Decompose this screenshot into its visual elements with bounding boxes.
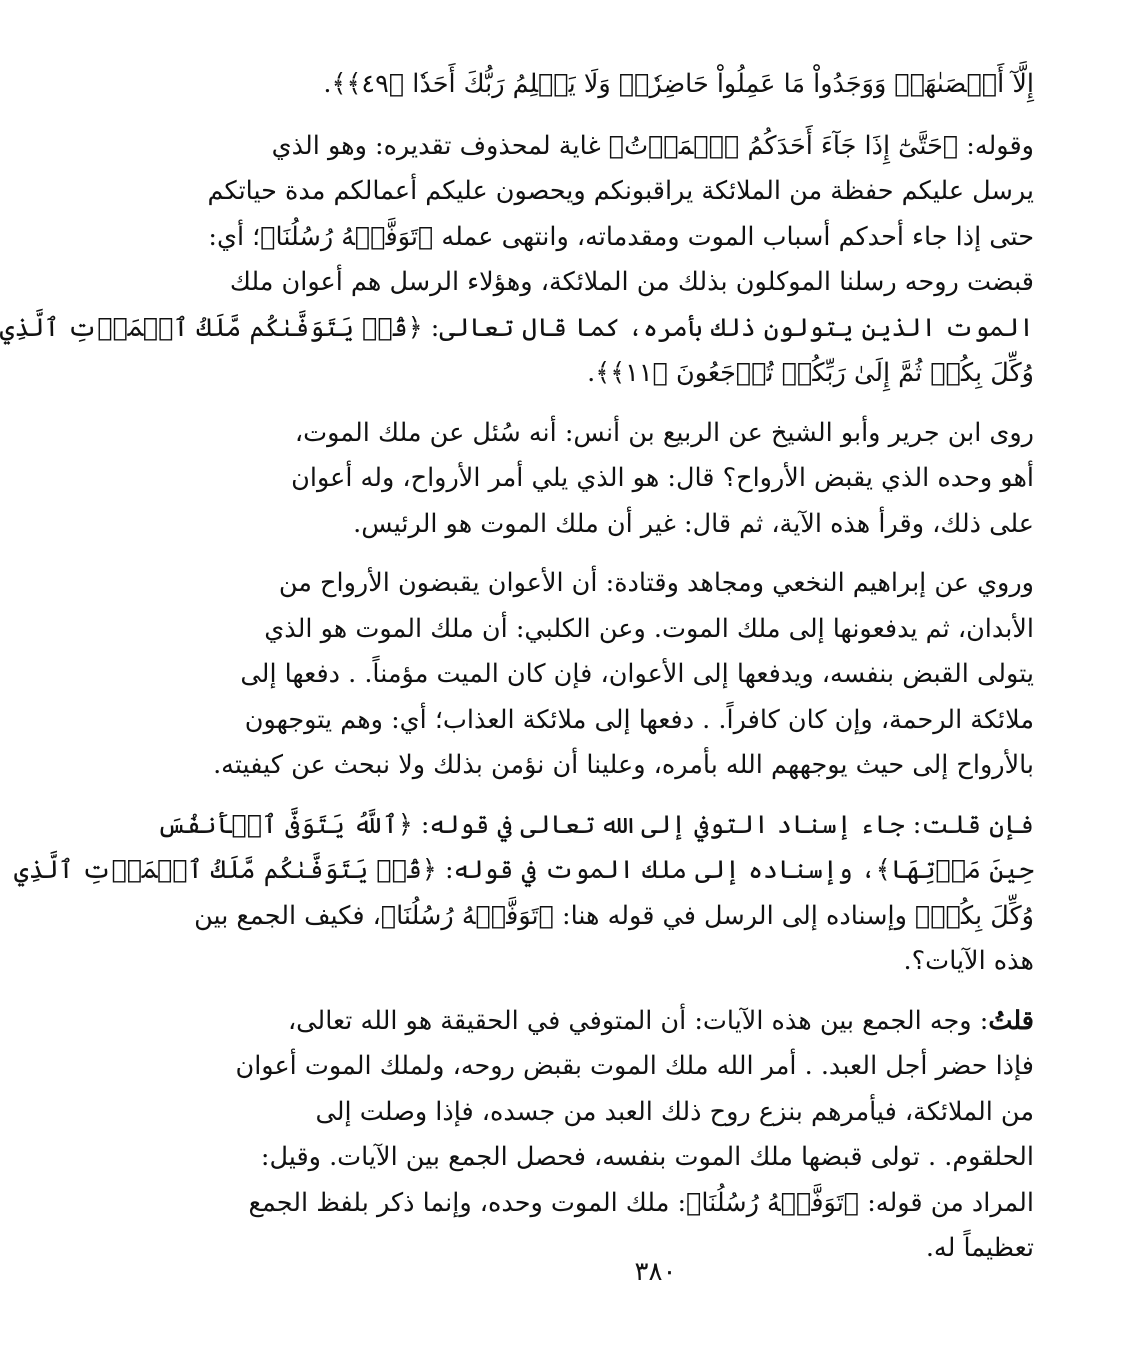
lead-word: قلتُ: [988, 1005, 1034, 1036]
text-line: يتولى القبض بنفسه، ويدفعها إلى الأعوان، فإن كان الميت مؤمناً. . دفعها إلى: [240, 659, 1034, 689]
page-body: [0, 62, 1034, 1286]
paragraph-2: [0, 124, 1034, 397]
text-line: روى ابن جرير وأبو الشيخ عن الربيع بن أنس: أنه سُئل عن ملك الموت،: [294, 417, 1034, 448]
text-line: الحلقوم. . تولى قبضها ملك الموت بنفسه، فحصل الجمع بين الآيات. وقيل:: [260, 1142, 1034, 1172]
text-line: وروي عن إبراهيم النخعي ومجاهد وقتادة: أن الأعوان يقبضون الأرواح من: [278, 568, 1034, 598]
lead-line-rest: : وجه الجمع بين هذه الآيات: أن المتوفي في الحقيقة هو الله تعالى،: [287, 1005, 989, 1036]
text-line: قبضت روحه رسلنا الموكلون بذلك من الملائكة، وهؤلاء الرسل هم أعوان ملك: [229, 267, 1034, 297]
page-number: ٣٨٠: [634, 1257, 677, 1287]
text-line: بالأرواح إلى حيث يوجههم الله بأمره، وعلينا أن نؤمن بذلك ولا نبحث عن كيفيته.: [213, 750, 1034, 780]
text-line: فإذا حضر أجل العبد. . أمر الله ملك الموت بقبض روحه، ولملك الموت أعوان: [235, 1051, 1034, 1081]
paragraph-4: [213, 561, 1034, 789]
text-line: وُكِّلَ بِكُمۡ ثُمَّ إِلَىٰ رَبِّكُمۡ تُرۡجَعُونَ ﴿١١﴾﴾.: [587, 358, 1034, 388]
text-line: إِلَّآ أَحۡصَىٰهَاۚ وَوَجَدُواْ مَا عَمِلُواْ حَاضِرٗاۗ وَلَا يَظۡلِمُ رَبُّكَ أَحَدٗا ﴿٤٩﴾﴾.: [323, 69, 1034, 99]
text-line: وُكِّلَ بِكُمۡ﴾ وإسناده إلى الرسل في قوله هنا: ﴿تَوَفَّتۡهُ رُسُلُنَا﴾، فكيف الجمع بين: [194, 900, 1034, 931]
text-line: فإن قلت: جاء إسناد التوفي إلى الله تعالى في قوله: ﴿ٱللَّهُ يَتَوَفَّى ٱلۡأَنفُسَ: [156, 809, 1034, 840]
text-line: [283, 999, 1034, 1045]
text-line: هذه الآيات؟.: [903, 946, 1034, 976]
text-line: يرسل عليكم حفظة من الملائكة يراقبونكم ويحصون عليكم أعمالكم مدة حياتكم: [207, 176, 1034, 206]
text-line: الموت الذين يتولون ذلك بأمره، كما قال تعالى: ﴿قُلۡ يَتَوَفَّىٰكُم مَّلَكُ ٱلۡمَوۡتِ ٱلَّذِي: [0, 312, 1034, 343]
paragraph-1: [283, 62, 1034, 108]
text-line: ملائكة الرحمة، وإن كان كافراً. . دفعها إلى ملائكة العذاب؛ أي: وهم يتوجهون: [244, 704, 1034, 735]
text-line: حِينَ مَوۡتِهَا﴾، وإسناده إلى ملك الموت في قوله: ﴿قُلۡ يَتَوَفَّىٰكُم مَّلَكُ ٱلۡمَوۡتِ ٱلَّذِي: [13, 855, 1034, 885]
text-line: تعظيماً له.: [925, 1233, 1034, 1263]
text-line: المراد من قوله: ﴿تَوَفَّتۡهُ رُسُلُنَا﴾: ملك الموت وحده، وإنما ذكر بلفظ الجمع: [248, 1187, 1034, 1218]
paragraph-6: [235, 999, 1034, 1272]
text-line: وقوله: ﴿حَتَّىٰٓ إِذَا جَآءَ أَحَدَكُمُ ٱلۡمَوۡتُ﴾ غاية لمحذوف تقديره: وهو الذي: [271, 130, 1034, 161]
text-line: أهو وحده الذي يقبض الأرواح؟ قال: هو الذي يلي أمر الأرواح، وله أعوان: [291, 463, 1034, 493]
text-line: حتى إذا جاء أحدكم أسباب الموت ومقدماته، وانتهى عمله ﴿تَوَفَّتۡهُ رُسُلُنَا﴾؛ أي:: [208, 221, 1034, 252]
paragraph-3: [283, 411, 1034, 548]
text-line: من الملائكة، فيأمرهم بنزع روح ذلك العبد من جسده، فإذا وصلت إلى: [315, 1096, 1034, 1127]
text-line: على ذلك، وقرأ هذه الآية، ثم قال: غير أن ملك الموت هو الرئيس.: [353, 508, 1034, 539]
text-line: الأبدان، ثم يدفعونها إلى ملك الموت. وعن الكلبي: أن ملك الموت هو الذي: [264, 613, 1034, 644]
paragraph-5: [13, 803, 1034, 985]
